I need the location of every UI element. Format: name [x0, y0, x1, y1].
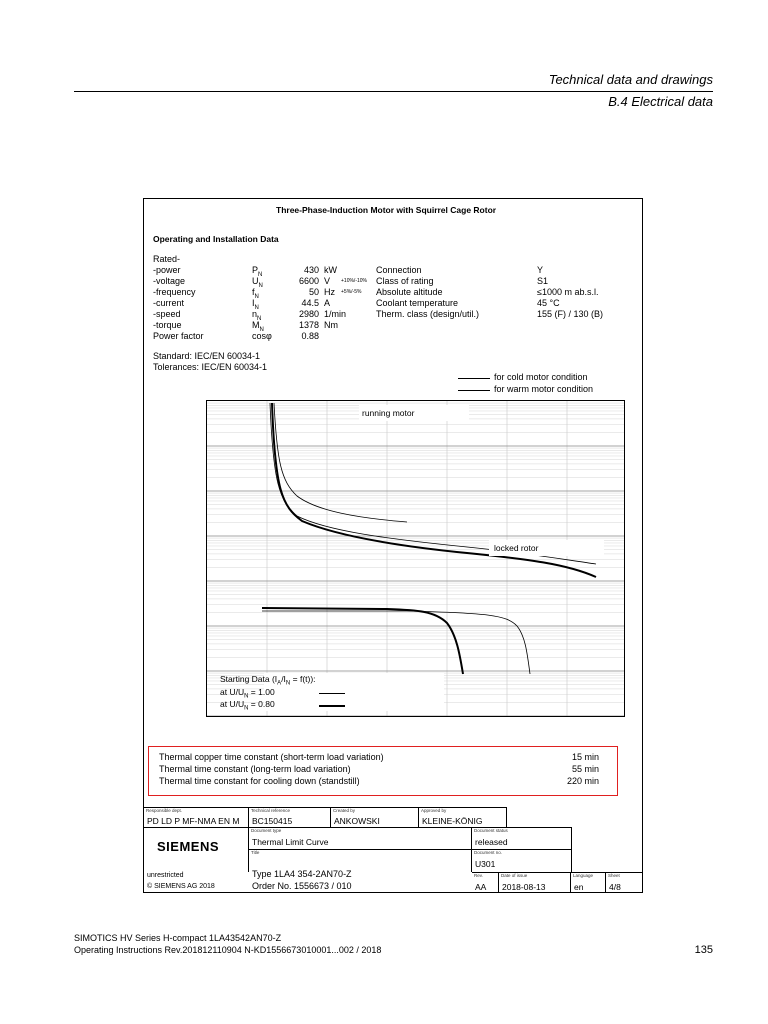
legend-line-cold [458, 378, 490, 379]
chart-svg [207, 401, 624, 716]
motor-data-value: 155 (F) / 130 (B) [537, 309, 604, 319]
rated-unit: kW [324, 265, 337, 275]
rated-label: Rated- [153, 254, 181, 264]
rated-name: -power [153, 265, 181, 275]
header-rule [74, 91, 713, 92]
thermal-value: 220 min [566, 776, 599, 786]
date-label: Date of issue [501, 873, 528, 878]
doc-no: U301 [475, 859, 496, 869]
title-label: Title [251, 850, 260, 855]
rated-symbol: $n_N$ [252, 309, 262, 322]
rated-value: 2980 [298, 309, 319, 319]
created-by: ANKOWSKI [334, 816, 380, 826]
footer-line2: Operating Instructions Rev.201812110904 N-KD1556673010001...002 / 2018 [74, 945, 382, 955]
thermal-constants-box [148, 746, 618, 796]
rated-name: Power factor [153, 331, 204, 341]
thermal-label: Thermal time constant (long-term load variation) [159, 764, 351, 774]
page-number: 135 [694, 944, 713, 956]
label-locked-rotor: locked rotor [494, 543, 539, 553]
rated-name: -voltage [153, 276, 186, 286]
header-title: Technical data and drawings [548, 72, 713, 87]
motor-data-label: Absolute altitude [376, 287, 443, 297]
section-title: Operating and Installation Data [153, 234, 279, 244]
lang-label: Language [573, 873, 594, 878]
start-warm-curve [262, 611, 530, 674]
approved-by: KLEINE-KÖNIG [422, 816, 483, 826]
thermal-label: Thermal copper time constant (short-term load variation) [159, 752, 384, 762]
doc-status-label: Document status [474, 828, 508, 833]
rated-symbol: $U_N$ [252, 276, 263, 289]
label-running-motor: running motor [362, 408, 415, 418]
rev-label: Rev. [474, 873, 483, 878]
rated-value: 44.5 [301, 298, 319, 308]
motor-data-label: Therm. class (design/util.) [376, 309, 480, 319]
legend-cold: for cold motor condition [494, 372, 588, 382]
line-at-100 [319, 693, 345, 694]
classification: unrestricted [147, 872, 184, 879]
siemens-logo: SIEMENS [157, 839, 220, 854]
copyright: © SIEMENS AG 2018 [147, 883, 215, 890]
rated-name: -current [153, 298, 185, 308]
standard: Standard: IEC/EN 60034-1 [153, 351, 261, 361]
tech-ref-label: Technical reference [251, 808, 291, 813]
legend-line-warm [458, 390, 490, 391]
rated-value: 0.88 [301, 331, 319, 341]
lang: en [574, 882, 584, 892]
rated-unit: A [324, 298, 331, 308]
start-cold-curve [262, 608, 463, 674]
doc-status: released [475, 837, 508, 847]
thermal-value: 55 min [571, 764, 599, 774]
created-by-label: Created by [333, 808, 356, 813]
rev: AA [475, 882, 487, 892]
rated-unit: 1/min [324, 309, 347, 319]
sheet-number: 4/8 [609, 882, 621, 892]
doc-type-label: Document type [251, 828, 282, 833]
rated-unit: V [324, 276, 331, 286]
approved-by-label: Approved by [421, 808, 447, 813]
rated-symbol: $f_N$ [252, 287, 259, 300]
rated-symbol: cosφ [252, 331, 272, 341]
rated-value: 50 [308, 287, 319, 297]
tolerances: Tolerances: IEC/EN 60034-1 [153, 362, 268, 372]
rated-tolerance: +10%/-10% [341, 278, 367, 284]
running-cold-curve [270, 403, 596, 564]
thermal-label: Thermal time constant for cooling down (standstill) [159, 776, 360, 786]
thermal-limit-chart [206, 400, 625, 717]
rated-value: 430 [303, 265, 319, 275]
doc-type: Thermal Limit Curve [252, 837, 329, 847]
footer-line1: SIMOTICS HV Series H-compact 1LA43542AN70-Z [74, 933, 282, 943]
rated-unit: Hz [324, 287, 335, 297]
rated-unit: Nm [324, 320, 338, 330]
rated-symbol: $I_N$ [252, 298, 259, 311]
sheet-label: Sheet [608, 873, 620, 878]
sheet-title: Three-Phase-Induction Motor with Squirrel Cage Rotor [276, 205, 497, 215]
rated-value: 1378 [298, 320, 319, 330]
legend-warm: for warm motor condition [494, 384, 594, 394]
label-at-080: at $U/U_N = 0.80$ [220, 699, 275, 712]
motor-data-value: S1 [537, 276, 549, 286]
date: 2018-08-13 [502, 882, 546, 892]
label-starting-data: Starting Data $(I_A/I_N = f(t))$: [220, 674, 316, 687]
type-line: Type 1LA4 354-2AN70-Z [252, 869, 352, 879]
rated-tolerance: +5%/-5% [341, 289, 362, 295]
thermal-value: 15 min [571, 752, 599, 762]
rated-symbol: $M_N$ [252, 320, 264, 333]
rated-name: -speed [153, 309, 181, 319]
motor-data-value: Y [537, 265, 544, 275]
doc-no-label: Document no. [474, 850, 503, 855]
responsible-dept: PD LD P MF-NMA EN M [147, 816, 240, 826]
header-subtitle: B.4 Electrical data [608, 94, 713, 109]
rated-symbol: $P_N$ [252, 265, 263, 278]
datasheet [143, 198, 643, 893]
motor-data-value: 45 °C [537, 298, 560, 308]
motor-data-label: Coolant temperature [376, 298, 459, 308]
line-at-080 [319, 705, 345, 707]
responsible-dept-label: Responsible dept. [146, 808, 183, 813]
tech-ref: BC150415 [252, 816, 293, 826]
rated-name: -torque [153, 320, 182, 330]
title-block [144, 807, 642, 893]
rated-name: -frequency [153, 287, 196, 297]
chart-grid [207, 401, 624, 716]
order-line: Order No. 1556673 / 010 [252, 881, 352, 891]
motor-data-value: ≤1000 m ab.s.l. [537, 287, 599, 297]
rated-value: 6600 [298, 276, 319, 286]
motor-data-label: Connection [376, 265, 422, 275]
label-at-100: at $U/U_N = 1.00$ [220, 687, 275, 700]
motor-data-label: Class of rating [376, 276, 434, 286]
